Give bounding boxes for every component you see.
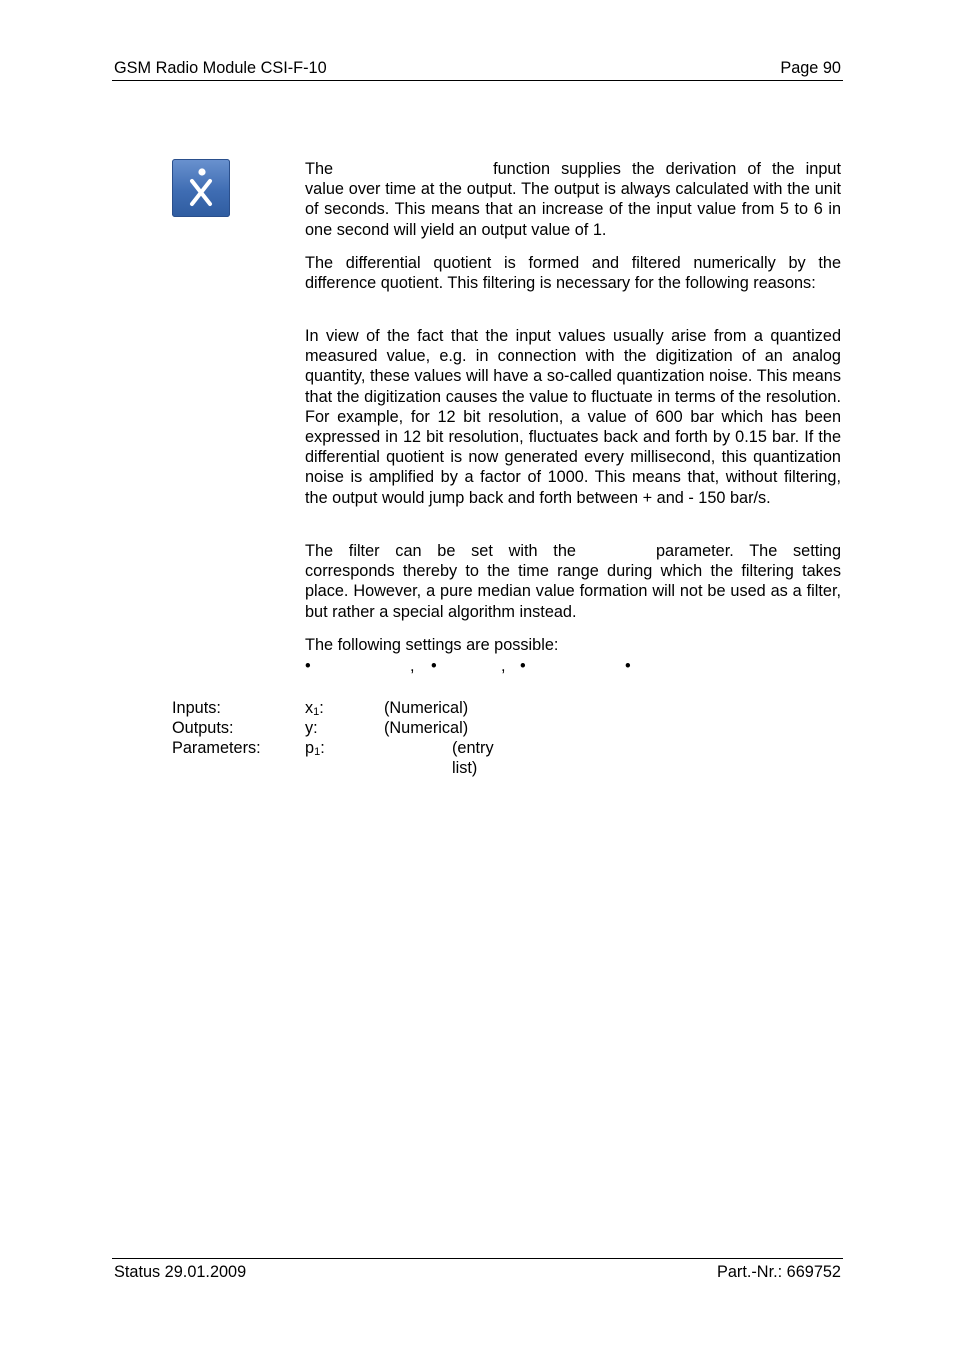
outputs-type: (Numerical): [384, 719, 469, 737]
page-footer: [112, 1258, 843, 1281]
settings-bullet: •: [520, 657, 526, 675]
inputs-key: $x_1$:: [305, 699, 324, 718]
paragraph-filter-start: The filter can be set with the: [305, 542, 576, 560]
status-date: Status 29.01.2009: [114, 1263, 247, 1281]
paragraph-filtering: The differential quotient is formed and filtered numerically by the difference quotient. This filtering is necessary for the following reasons:: [305, 254, 841, 293]
settings-bullet: •: [625, 657, 631, 675]
page-number: Page 90: [780, 59, 841, 77]
outputs-key: y:: [305, 719, 318, 737]
paragraph-intro-rest: function supplies the derivation of the input value over time at the output. The output is always calculated with the unit of seconds. This means that an increase of the input value from 5 to 6 in one second will yield an output value of 1.: [305, 160, 841, 239]
paragraph-intro-start: The: [305, 160, 334, 178]
settings-separator: ,: [410, 657, 415, 675]
parameters-label: Parameters:: [172, 739, 261, 757]
settings-bullet: •: [305, 657, 311, 675]
paragraph-settings: The following settings are possible:: [305, 636, 559, 654]
paragraph-filter-rest: parameter. The setting corresponds thereby to the time range during which the filtering takes place. However, a pure median value formation will not be used as a filter, but rather a special algorithm instead.: [305, 542, 841, 621]
settings-separator: ,: [501, 657, 506, 675]
differential-x-icon: [172, 159, 230, 217]
paragraph-filter-setting: [305, 541, 841, 622]
settings-bullet: •: [431, 657, 437, 675]
parameters-key: $p_1$:: [305, 739, 325, 758]
settings-list: [305, 657, 841, 677]
inputs-label: Inputs:: [172, 699, 221, 717]
page-header: [112, 56, 843, 81]
parameters-type: (entry list): [452, 739, 494, 777]
inputs-type: (Numerical): [384, 699, 469, 717]
paragraph-quantization: In view of the fact that the input values usually arise from a quantized measured value, e.g. in connection with the digitization of an analog quantity, these values will have a so-called quantization noise. This means that the digitization causes the value to fluctuate in terms of the resolution. For example, for 12 bit resolution, a value of 600 bar which has been expressed in 12 bit resolution, fluctuates back and forth by 0.15 bar. If the differential quotient is now generated every millisecond, this quantization noise is amplified by a factor of 1000. This means that, without filtering, the output would jump back and forth between + and - 150 bar/s.: [305, 327, 841, 507]
paragraph-intro: [305, 159, 841, 240]
document-title: GSM Radio Module CSI-F-10: [114, 59, 327, 77]
outputs-label: Outputs:: [172, 719, 234, 737]
part-number: Part.-Nr.: 669752: [717, 1263, 841, 1281]
